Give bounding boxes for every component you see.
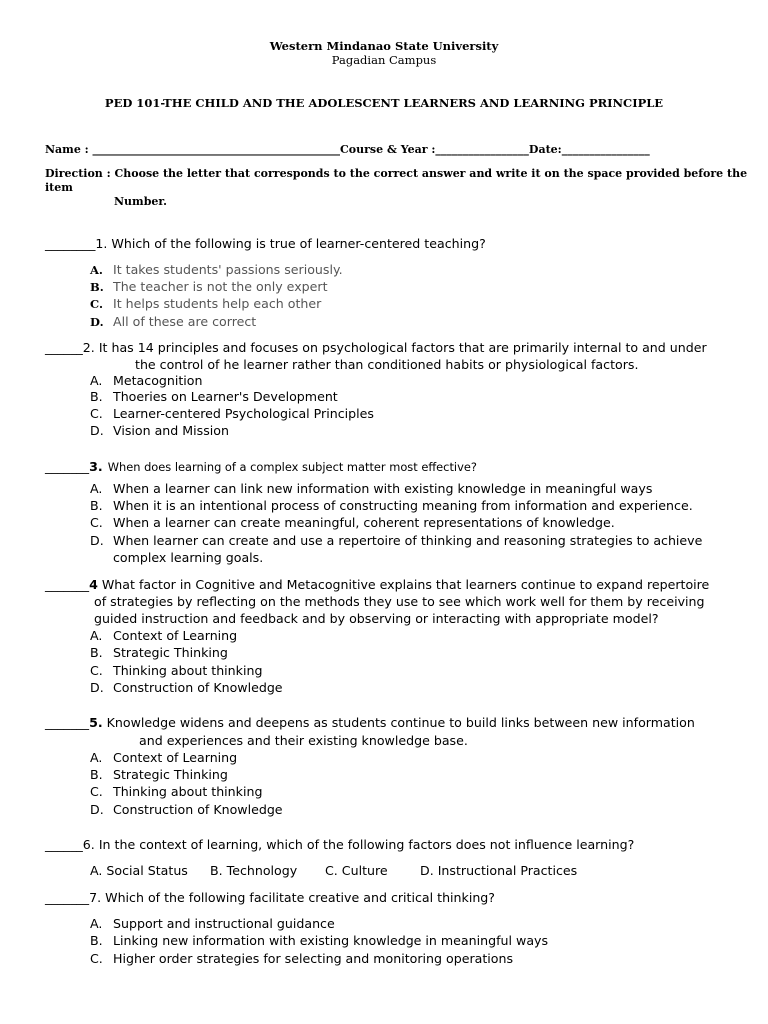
- option-text: Higher order strategies for selecting and monitoring operations: [113, 951, 514, 966]
- question-4-cont-2: guided instruction and feedback and by observing or interacting with appropriate model?: [94, 611, 659, 626]
- option-label: A.: [90, 750, 103, 765]
- option-text: Metacognition: [113, 373, 203, 388]
- option-2a: [90, 373, 203, 388]
- question-5-cont: and experiences and their existing knowledge base.: [139, 733, 468, 748]
- option-text: Linking new information with existing knowledge in meaningful ways: [113, 933, 549, 948]
- direction-line-1: Direction : Choose the letter that corresponds to the correct answer and write it on the space provided before the: [45, 167, 748, 180]
- question-text: When does learning of a complex subject matter most effective?: [107, 460, 477, 474]
- option-text: Learner-centered Psychological Principles: [113, 406, 374, 421]
- option-6d: D. Instructional Practices: [420, 863, 578, 878]
- option-text: It helps students help each other: [113, 296, 322, 311]
- option-4a: [90, 628, 237, 643]
- question-number: 2.: [82, 340, 95, 355]
- answer-blank: _______: [45, 577, 90, 592]
- option-label: B.: [90, 280, 104, 294]
- option-text: Thoeries on Learner's Development: [113, 389, 338, 404]
- option-text: When a learner can create meaningful, coherent representations of knowledge.: [113, 515, 615, 530]
- answer-blank: ______: [45, 340, 83, 355]
- option-3d-cont: complex learning goals.: [113, 550, 264, 565]
- university-name: Western Mindanao State University: [269, 39, 499, 53]
- question-number: 4: [89, 577, 98, 592]
- option-label: C.: [90, 663, 103, 678]
- option-text: The teacher is not the only expert: [113, 279, 328, 294]
- option-label: B.: [90, 498, 103, 513]
- option-label: C.: [90, 784, 103, 799]
- option-text: Strategic Thinking: [113, 645, 228, 660]
- option-5c: [90, 784, 262, 799]
- option-1c: [90, 296, 321, 311]
- answer-blank: ______: [45, 837, 83, 852]
- option-5d: [90, 802, 283, 817]
- option-label: A.: [90, 481, 103, 496]
- option-label: C.: [90, 406, 103, 421]
- answer-blank: _______: [45, 459, 90, 474]
- option-5b: [90, 767, 228, 782]
- option-label: B.: [90, 389, 103, 404]
- option-2b: [90, 389, 338, 404]
- option-label: D.: [90, 423, 104, 438]
- option-7b: [90, 933, 548, 948]
- option-1a: [90, 262, 343, 277]
- option-3d: [90, 533, 702, 548]
- option-label: A.: [90, 263, 103, 277]
- direction-line-3: Number.: [114, 195, 167, 208]
- option-text: Support and instructional guidance: [113, 916, 335, 931]
- option-text: When it is an intentional process of constructing meaning from information and experience.: [113, 498, 693, 513]
- answer-blank: _______: [45, 890, 90, 905]
- option-text: Construction of Knowledge: [113, 680, 283, 695]
- option-label: D.: [90, 533, 104, 548]
- question-number: 6.: [82, 837, 95, 852]
- question-text: Knowledge widens and deepens as students continue to build links between new information: [106, 715, 695, 730]
- option-label: A.: [90, 916, 103, 931]
- option-text: When learner can create and use a repertoire of thinking and reasoning strategies to achieve: [113, 533, 703, 548]
- option-label: A.: [90, 628, 103, 643]
- answer-blank: _______: [45, 715, 90, 730]
- option-7a: [90, 916, 335, 931]
- option-6a: A. Social Status: [90, 863, 188, 878]
- option-label: D.: [90, 315, 104, 329]
- option-3a: [90, 481, 652, 496]
- option-2d: [90, 423, 229, 438]
- question-4-cont-1: of strategies by reflecting on the methods they use to see which work well for them by receiving: [94, 594, 705, 609]
- option-1b: [90, 279, 328, 294]
- question-4: [45, 577, 709, 592]
- option-text: All of these are correct: [113, 314, 257, 329]
- campus-name: Pagadian Campus: [331, 53, 437, 67]
- option-label: C.: [90, 951, 103, 966]
- question-7: [45, 890, 495, 905]
- option-4c: [90, 663, 262, 678]
- question-1: [45, 236, 486, 251]
- option-label: D.: [90, 802, 104, 817]
- option-6b: B. Technology: [210, 863, 298, 878]
- question-text: In the context of learning, which of the following factors does not influence learning?: [98, 837, 635, 852]
- course-title: PED 101-THE CHILD AND THE ADOLESCENT LEARNERS AND LEARNING PRINCIPLE: [104, 96, 664, 110]
- question-6: [45, 837, 634, 852]
- option-label: C.: [90, 515, 103, 530]
- question-number: 3.: [89, 459, 103, 474]
- question-number: 5.: [89, 715, 103, 730]
- option-text: Vision and Mission: [113, 423, 229, 438]
- option-5a: [90, 750, 237, 765]
- option-7c: [90, 951, 513, 966]
- option-4d: [90, 680, 283, 695]
- question-5: [45, 715, 695, 730]
- question-text: What factor in Cognitive and Metacognitive explains that learners continue to expand repertoire: [101, 577, 710, 592]
- option-text: When a learner can link new information with existing knowledge in meaningful ways: [113, 481, 653, 496]
- option-label: B.: [90, 933, 103, 948]
- option-3b: [90, 498, 693, 513]
- question-number: 1.: [95, 236, 108, 251]
- option-text: Context of Learning: [113, 750, 238, 765]
- question-text: Which of the following facilitate creative and critical thinking?: [105, 890, 495, 905]
- option-text: Thinking about thinking: [113, 663, 263, 678]
- option-text: It takes students' passions seriously.: [113, 262, 343, 277]
- info-line: Name : _____________________________________________Course & Year :_________________Date:________________: [45, 143, 650, 156]
- question-2-cont: the control of he learner rather than conditioned habits or physiological factors.: [135, 357, 639, 372]
- question-3: [45, 456, 477, 475]
- question-text: Which of the following is true of learner-centered teaching?: [111, 236, 486, 251]
- option-label: D.: [90, 680, 104, 695]
- question-2: [45, 340, 707, 355]
- option-label: B.: [90, 645, 103, 660]
- question-number: 7.: [89, 890, 102, 905]
- question-text: It has 14 principles and focuses on psychological factors that are primarily internal to and under: [98, 340, 707, 355]
- option-text: Context of Learning: [113, 628, 238, 643]
- option-text: Construction of Knowledge: [113, 802, 283, 817]
- option-3c: [90, 515, 615, 530]
- option-label: A.: [90, 373, 103, 388]
- option-4b: [90, 645, 228, 660]
- option-2c: [90, 406, 374, 421]
- answer-blank: ________: [45, 236, 96, 251]
- option-label: B.: [90, 767, 103, 782]
- option-label: C.: [90, 297, 103, 311]
- direction-line-2: item: [45, 181, 73, 194]
- option-text: Strategic Thinking: [113, 767, 228, 782]
- option-text: Thinking about thinking: [113, 784, 263, 799]
- option-6c: C. Culture: [325, 863, 388, 878]
- option-1d: [90, 314, 256, 329]
